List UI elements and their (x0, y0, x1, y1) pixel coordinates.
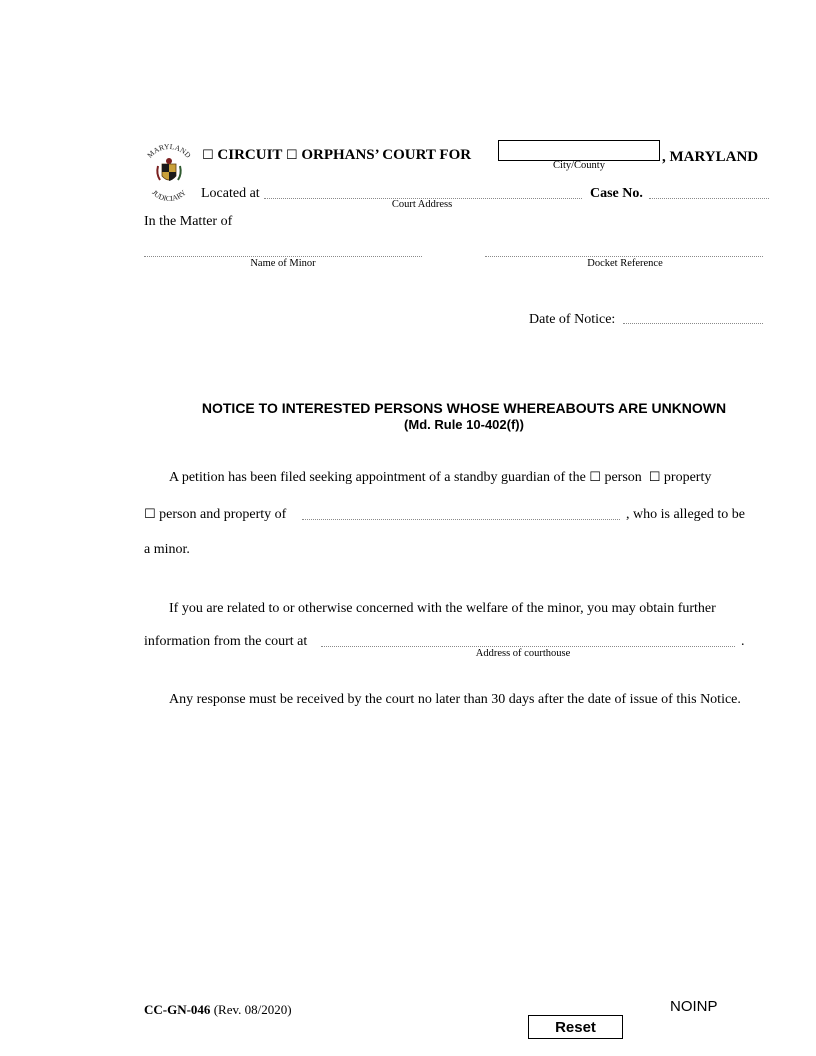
docket-reference-field[interactable] (485, 256, 763, 257)
date-of-notice-label: Date of Notice: (529, 312, 616, 327)
name-of-minor-field[interactable] (144, 256, 422, 257)
svg-text:MARYLAND (145, 142, 193, 160)
orphans-court-label: ORPHANS’ COURT FOR (301, 147, 472, 163)
response-deadline-text: Any response must be received by the court no later than 30 days after the date of issue of this Notice. (169, 692, 741, 707)
person-and-property-checkbox[interactable]: ☐ (144, 507, 156, 522)
court-type-line (202, 146, 471, 165)
petition-text: A petition has been filed seeking appointment of a standby guardian of the (169, 470, 586, 485)
concerned-paragraph-line1: If you are related to or otherwise concerned with the welfare of the minor, you may obtain further (169, 601, 716, 616)
name-of-minor-caption: Name of Minor (250, 258, 316, 269)
city-county-field[interactable] (498, 140, 660, 161)
form-revision: (Rev. 08/2020) (213, 1002, 292, 1017)
minor-text: a minor. (144, 542, 190, 557)
notice-title: NOTICE TO INTERESTED PERSONS WHOSE WHEREABOUTS ARE UNKNOWN (201, 400, 727, 416)
form-id (144, 1002, 292, 1018)
svg-text:JUDICIARY (150, 188, 188, 203)
date-of-notice-field[interactable] (623, 323, 763, 324)
form-code: NOINP (670, 998, 718, 1015)
seal-bottom-text: JUDICIARY (150, 188, 188, 204)
in-the-matter-label: In the Matter of (144, 214, 233, 229)
circuit-checkbox[interactable]: ☐ (202, 148, 214, 163)
rule-citation: (Md. Rule 10-402(f)) (404, 417, 524, 432)
maryland-judiciary-seal (140, 142, 198, 206)
seal-icon (140, 142, 198, 206)
state-label: , MARYLAND (662, 149, 759, 165)
property-checkbox[interactable]: ☐ (648, 470, 661, 485)
docket-reference-caption: Docket Reference (587, 258, 663, 269)
period: . (741, 634, 745, 649)
address-of-courthouse-caption: Address of courthouse (475, 648, 571, 659)
city-county-caption: City/County (553, 160, 605, 171)
petition-paragraph-line1 (169, 469, 711, 486)
property-label: property (663, 470, 712, 485)
reset-button[interactable]: Reset (528, 1015, 623, 1039)
case-no-field[interactable] (649, 198, 769, 199)
case-no-label: Case No. (590, 186, 643, 201)
court-address-caption: Court Address (391, 199, 453, 210)
petition-paragraph-line2 (144, 506, 286, 523)
person-checkbox[interactable]: ☐ (589, 470, 601, 485)
minor-name-field[interactable] (302, 519, 620, 520)
orphans-court-checkbox[interactable]: ☐ (285, 148, 298, 163)
circuit-label: CIRCUIT (217, 147, 283, 163)
alleged-text: , who is alleged to be (626, 507, 745, 522)
located-at-label: Located at (201, 186, 260, 201)
courthouse-address-field[interactable] (321, 646, 735, 647)
seal-top-text: MARYLAND (145, 142, 193, 160)
person-label: person (604, 470, 642, 485)
form-number: CC-GN-046 (144, 1002, 211, 1017)
concerned-paragraph-line2: information from the court at (144, 634, 308, 649)
person-and-property-label: person and property of (159, 507, 287, 522)
